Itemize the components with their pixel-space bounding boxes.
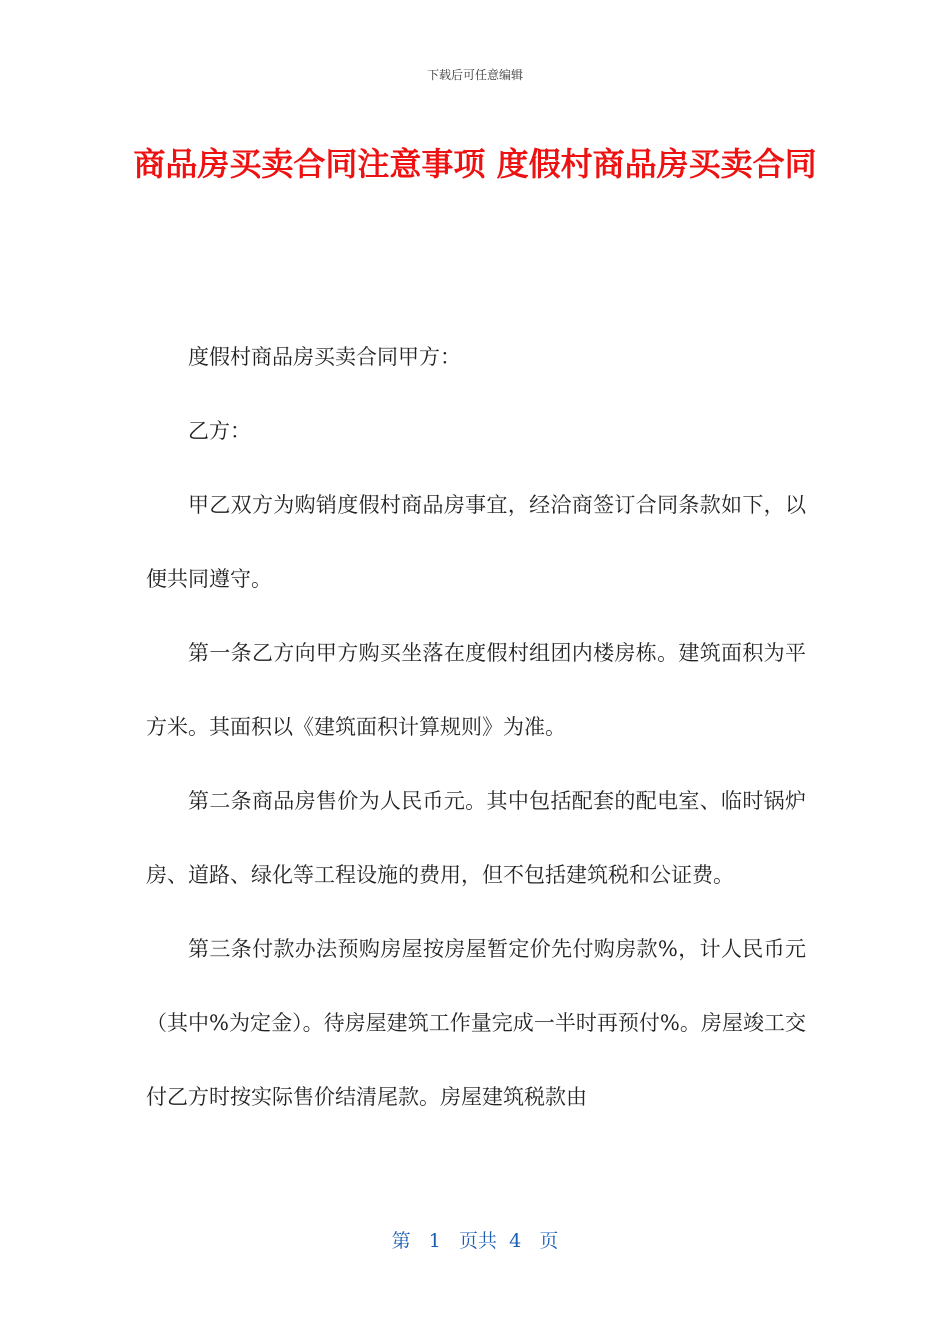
page-footer [0, 1226, 950, 1253]
paragraph: 乙方： [188, 419, 251, 443]
page-label-middle: 页共 [459, 1230, 498, 1252]
paragraph: 第一条乙方向甲方购买坐落在度假村组团内楼房栋。建筑面积为平方米。其面积以《建筑面积计算规则》为准。 [146, 641, 806, 739]
header-note: 下载后可任意编辑 [426, 68, 523, 82]
document-title: 商品房买卖合同注意事项 度假村商品房买卖合同 [133, 145, 817, 183]
paragraph: 甲乙双方为购销度假村商品房事宜，经洽商签订合同条款如下，以便共同遵守。 [146, 493, 806, 591]
page-label-suffix: 页 [539, 1230, 559, 1252]
paragraph: 第二条商品房售价为人民币元。其中包括配套的配电室、临时锅炉房、道路、绿化等工程设施的费用，但不包括建筑税和公证费。 [146, 789, 806, 887]
paragraph: 第三条付款办法预购房屋按房屋暂定价先付购房款%，计人民币元（其中%为定金）。待房屋建筑工作量完成一半时再预付%。房屋竣工交付乙方时按实际售价结清尾款。房屋建筑税款由 [146, 937, 806, 1109]
paragraph: 度假村商品房买卖合同甲方： [188, 345, 461, 369]
page-number-total: 4 [509, 1230, 522, 1252]
document-body [146, 320, 806, 1134]
page-number-current: 1 [428, 1230, 441, 1252]
page-label-prefix: 第 [391, 1230, 411, 1252]
